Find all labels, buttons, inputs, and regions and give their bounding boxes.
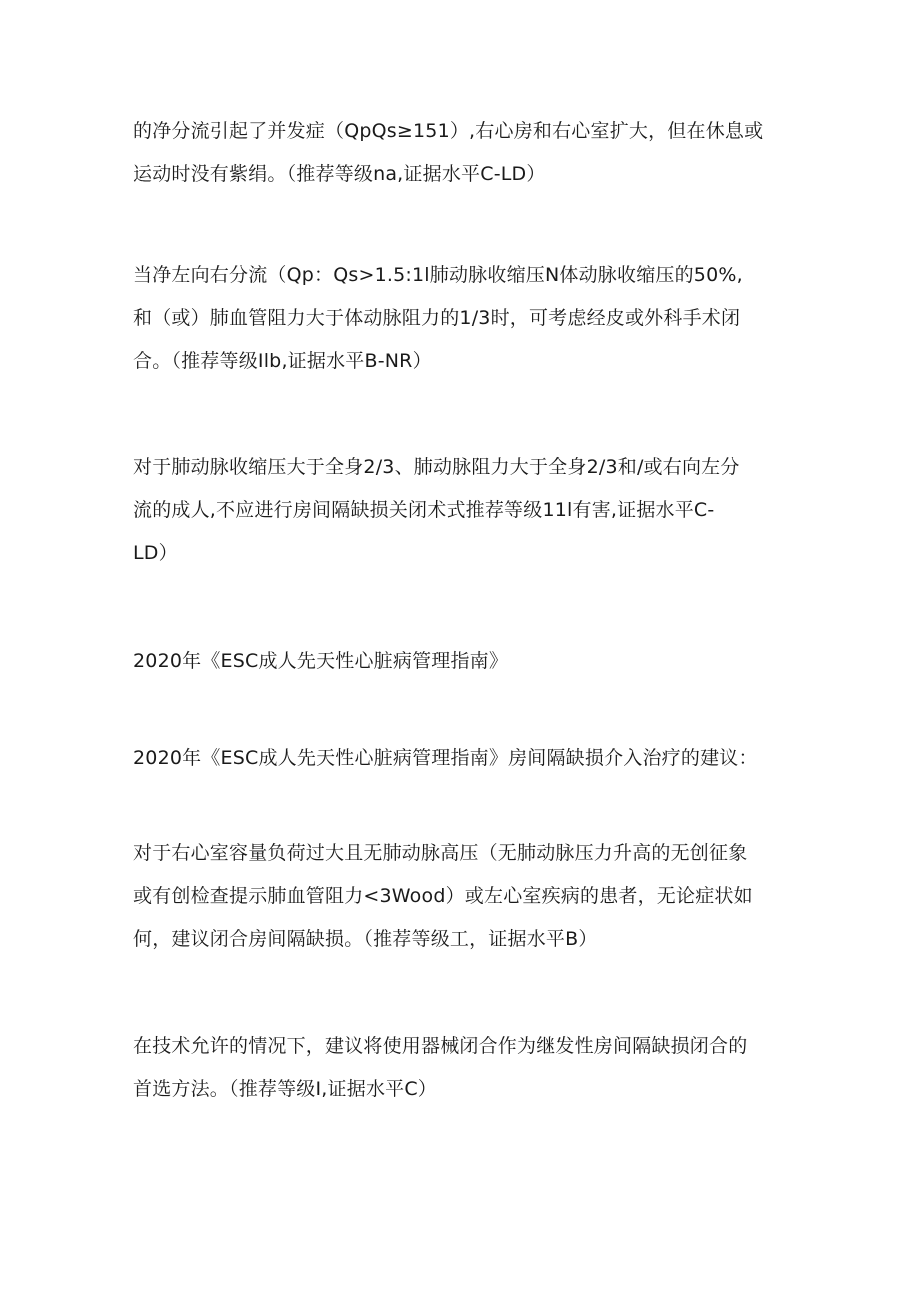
paragraph-device-closure [133,1025,793,1111]
text-line: 或有创检查提示肺血管阻力<3Wood）或左心室疾病的患者，无论症状如 [133,885,753,907]
paragraph-esc-recommendations-intro [133,737,793,780]
section-heading-esc-guideline [133,640,793,683]
text-line: 合。（推荐等级Ilb,证据水平B-NR） [133,350,432,372]
paragraph-no-closure [133,446,793,575]
text-line: 当净左向右分流（Qp：Qs>1.5:1l肺动脉收缩压N体动脉收缩压的50%, [133,264,743,286]
text-line: 2020年《ESC成人先天性心脏病管理指南》 [133,650,509,672]
text-line: 首选方法。（推荐等级I,证据水平C） [133,1078,438,1100]
paragraph-qpqs-complication [133,110,793,196]
text-line: 对于右心室容量负荷过大且无肺动脉高压（无肺动脉压力升高的无创征象 [133,842,748,864]
paragraph-left-right-shunt [133,254,793,383]
text-line: 在技术允许的情况下，建议将使用器械闭合作为继发性房间隔缺损闭合的 [133,1035,748,1057]
text-line: 运动时没有紫绢。（推荐等级na,证据水平C-LD） [133,163,546,185]
text-line: 流的成人,不应进行房间隔缺损关闭术式推荐等级11l有害,证据水平C- [133,499,715,521]
text-line: LD） [133,542,178,564]
paragraph-rv-volume-overload [133,832,793,961]
text-line: 2020年《ESC成人先天性心脏病管理指南》房间隔缺损介入治疗的建议： [133,747,758,769]
text-line: 对于肺动脉收缩压大于全身2/3、肺动脉阻力大于全身2/3和/或右向左分 [133,456,740,478]
text-line: 何，建议闭合房间隔缺损。（推荐等级工，证据水平B） [133,928,598,950]
text-line: 和（或）肺血管阻力大于体动脉阻力的1/3时，可考虑经皮或外科手术闭 [133,307,741,329]
text-line: 的净分流引起了并发症（QpQs≥151）,右心房和右心室扩大，但在休息或 [133,120,764,142]
